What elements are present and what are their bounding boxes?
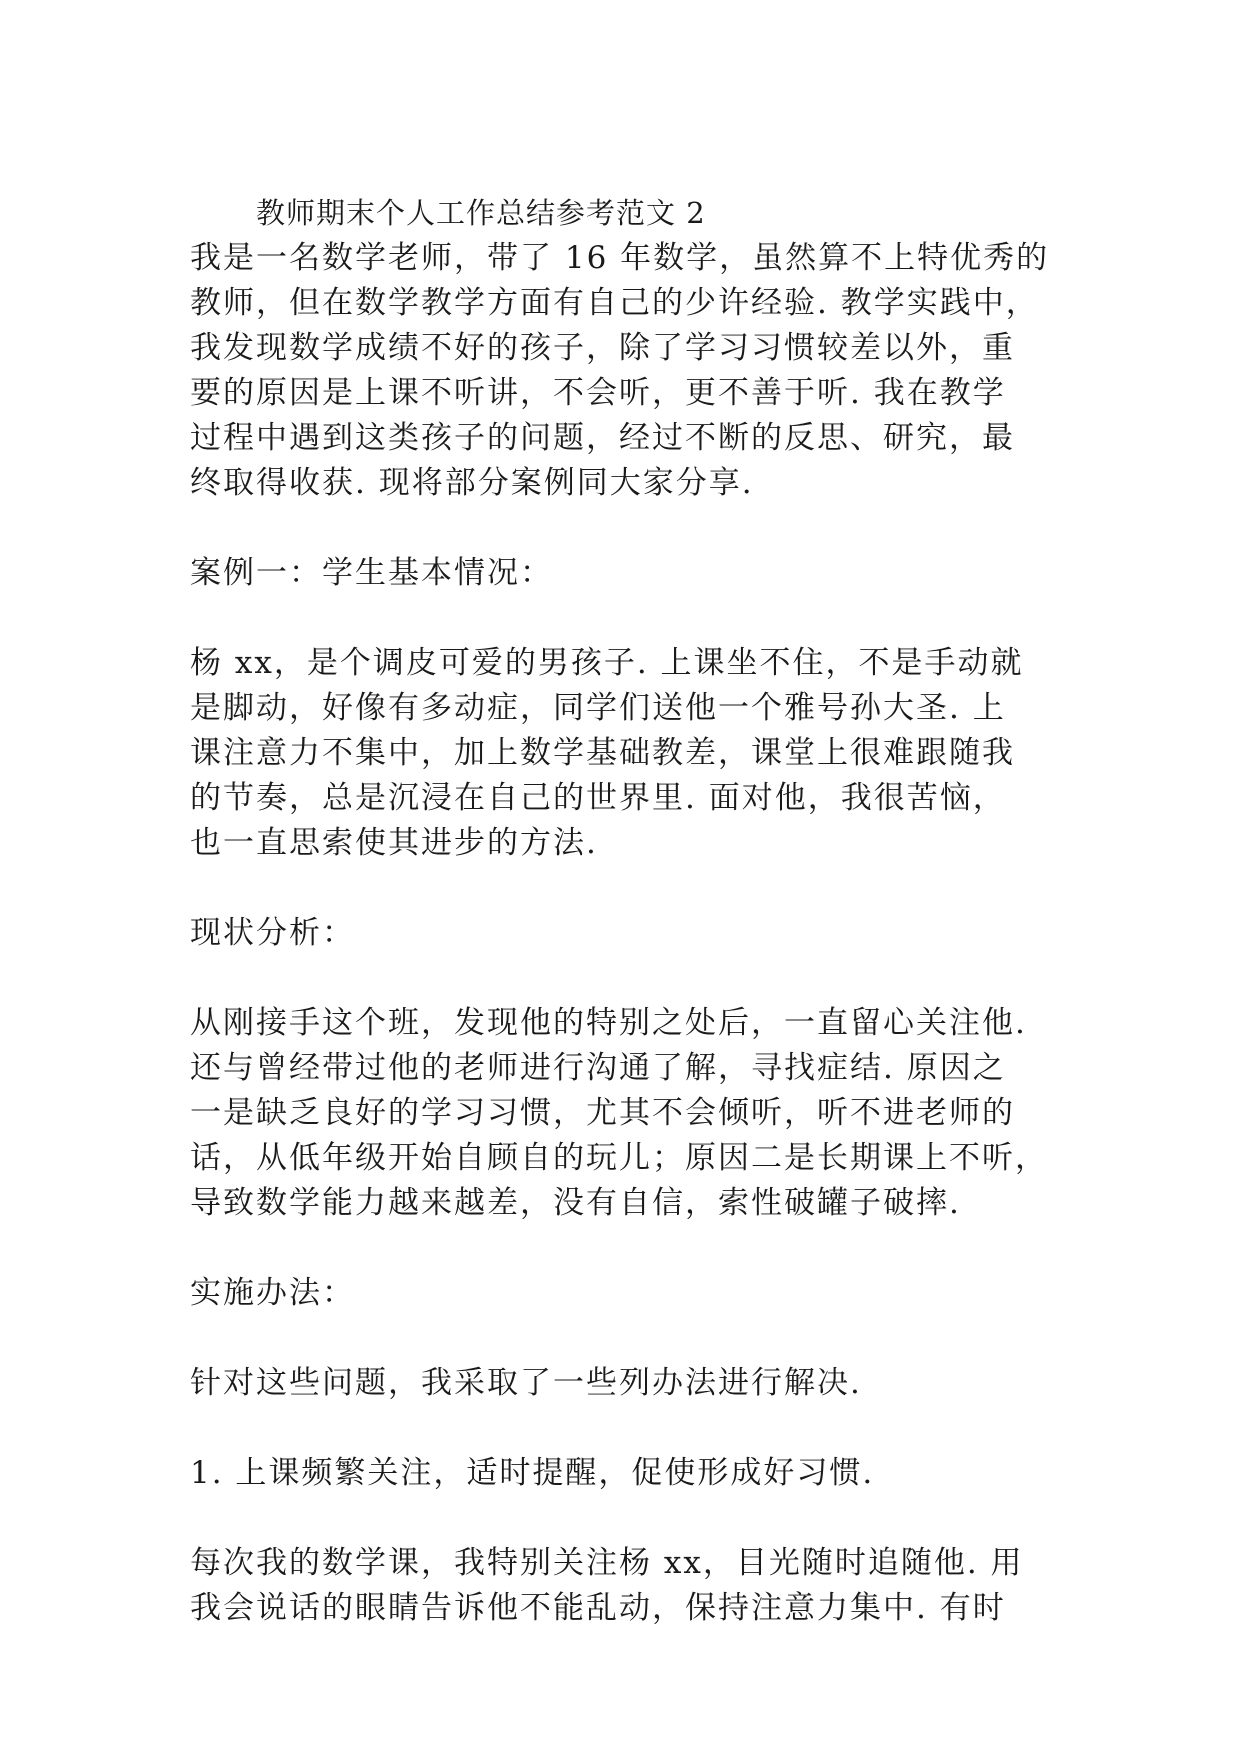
paragraph [190, 1271, 1060, 1316]
text-line: 的节奏，总是沉浸在自己的世界里. 面对他，我很苦恼， [190, 780, 1006, 816]
text-line: 课注意力不集中，加上数学基础教差，课堂上很难跟随我 [190, 735, 1015, 771]
paragraph-spacer [190, 1496, 1060, 1541]
paragraph-spacer [190, 1406, 1060, 1451]
text-line: 每次我的数学课，我特别关注杨 xx，目光随时追随他. 用 [190, 1545, 1024, 1581]
paragraph [190, 641, 1060, 866]
text-line: 教师，但在数学教学方面有自己的少许经验. 教学实践中， [190, 285, 1039, 321]
document-body [190, 190, 1060, 1631]
text-line: 还与曾经带过他的老师进行沟通了解，寻找症结. 原因之 [190, 1050, 1006, 1086]
paragraph [190, 236, 1060, 506]
paragraph-list [190, 236, 1060, 1631]
paragraph [190, 911, 1060, 956]
paragraph [190, 1541, 1060, 1631]
text-line: 1. 上课频繁关注，适时提醒，促使形成好习惯. [190, 1455, 875, 1491]
text-line: 从刚接手这个班，发现他的特别之处后，一直留心关注他. [190, 1005, 1027, 1041]
text-line: 要的原因是上课不听讲，不会听，更不善于听. 我在教学 [190, 375, 1006, 411]
paragraph [190, 1001, 1060, 1226]
text-line: 也一直思索使其进步的方法. [190, 825, 598, 861]
text-line: 实施办法： [190, 1275, 355, 1311]
document-title: 教师期末个人工作总结参考范文 2 [256, 196, 706, 230]
paragraph-spacer [190, 506, 1060, 551]
text-line: 案例一：学生基本情况： [190, 555, 553, 591]
paragraph-spacer [190, 956, 1060, 1001]
paragraph [190, 1451, 1060, 1496]
text-line: 针对这些问题，我采取了一些列办法进行解决. [190, 1365, 862, 1401]
text-line: 导致数学能力越来越差，没有自信，索性破罐子破摔. [190, 1185, 961, 1221]
text-line: 我是一名数学老师，带了 16 年数学，虽然算不上特优秀的 [190, 240, 1050, 276]
text-line: 过程中遇到这类孩子的问题，经过不断的反思、研究，最 [190, 420, 1015, 456]
text-line: 现状分析： [190, 915, 355, 951]
paragraph-spacer [190, 1316, 1060, 1361]
text-line: 话，从低年级开始自顾自的玩儿；原因二是长期课上不听， [190, 1140, 1048, 1176]
paragraph-spacer [190, 596, 1060, 641]
paragraph-spacer [190, 866, 1060, 911]
text-line: 我会说话的眼睛告诉他不能乱动，保持注意力集中. 有时 [190, 1590, 1006, 1626]
paragraph [190, 551, 1060, 596]
text-line: 我发现数学成绩不好的孩子，除了学习习惯较差以外，重 [190, 330, 1015, 366]
text-line: 一是缺乏良好的学习习惯，尤其不会倾听，听不进老师的 [190, 1095, 1015, 1131]
paragraph [190, 1361, 1060, 1406]
text-line: 杨 xx，是个调皮可爱的男孩子. 上课坐不住，不是手动就 [190, 645, 1024, 681]
text-line: 是脚动，好像有多动症，同学们送他一个雅号孙大圣. 上 [190, 690, 1006, 726]
text-line: 终取得收获. 现将部分案例同大家分享. [190, 465, 754, 501]
paragraph-spacer [190, 1226, 1060, 1271]
